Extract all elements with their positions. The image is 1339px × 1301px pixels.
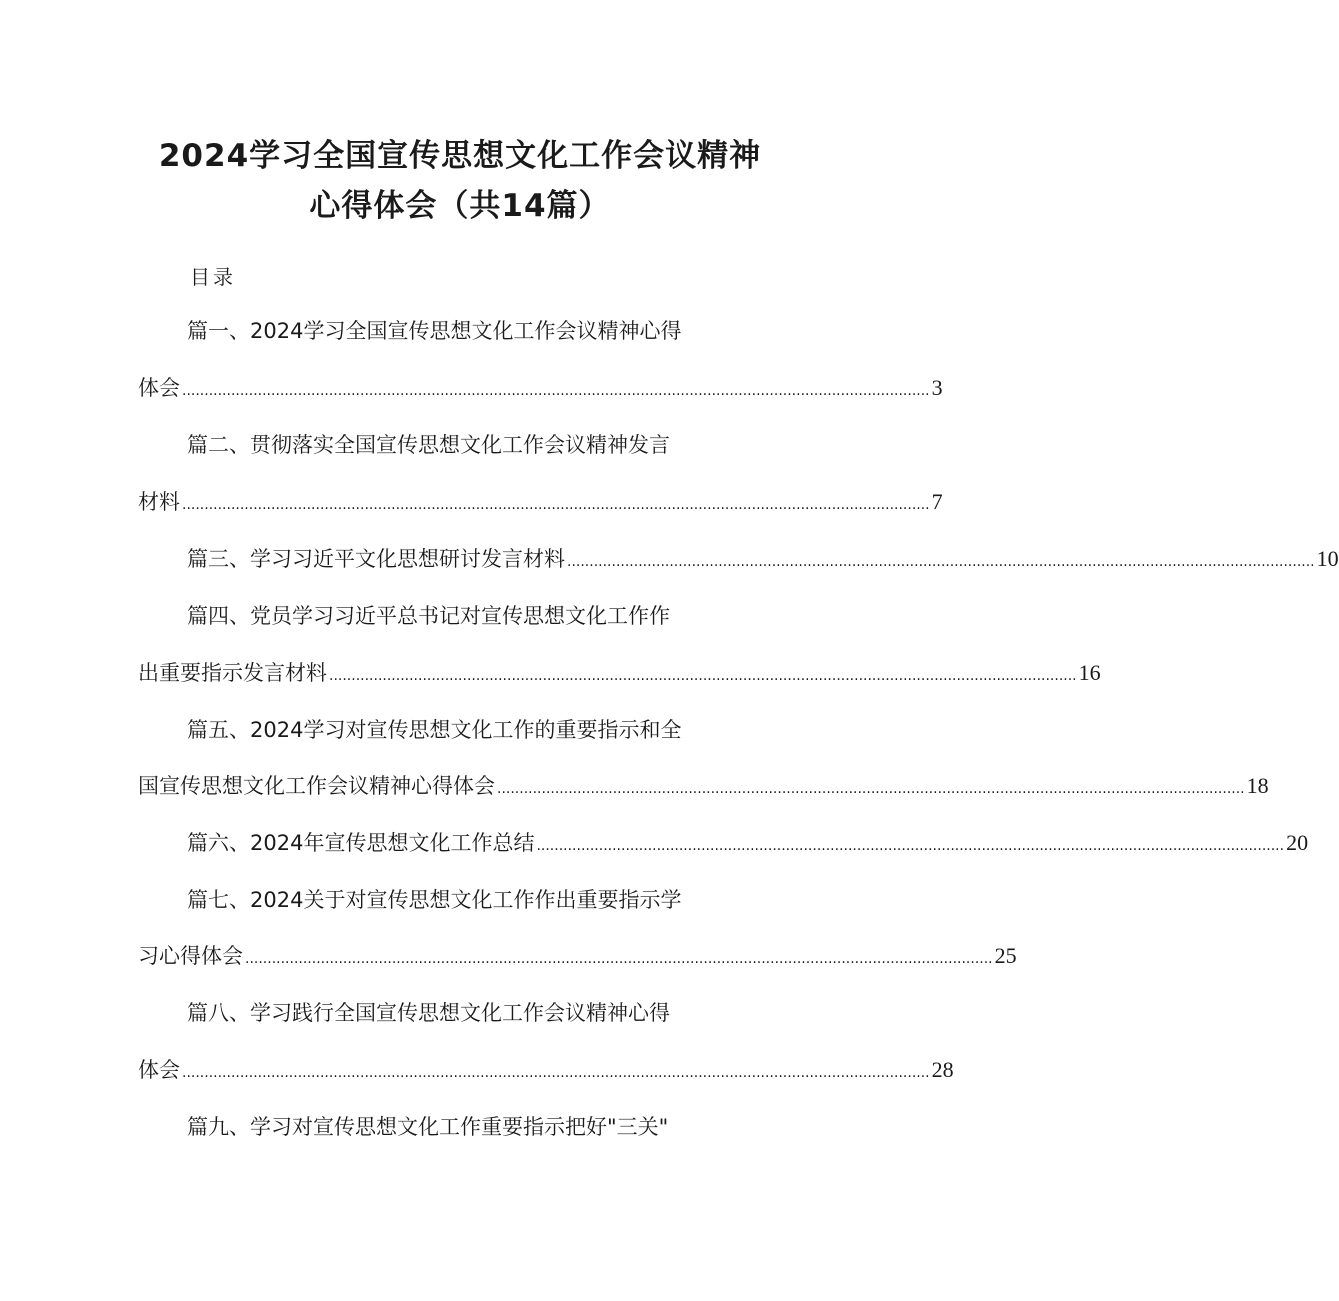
toc-entry-7-lead[interactable]: 篇七、2024关于对宣传思想文化工作作出重要指示学 — [187, 888, 682, 912]
toc-entry-1-tail[interactable] — [138, 373, 943, 406]
toc-entry-1-title-end: 体会 — [138, 376, 180, 400]
toc-entry-9-lead[interactable]: 篇九、学习对宣传思想文化工作重要指示把好"三关" — [187, 1115, 669, 1139]
toc-leader-dots: ........................................................................................................................................................................ — [536, 838, 1285, 854]
toc-entry-4-lead[interactable]: 篇四、党员学习习近平总书记对宣传思想文化工作作 — [187, 604, 670, 628]
toc-entry-5-lead[interactable]: 篇五、2024学习对宣传思想文化工作的重要指示和全 — [187, 718, 682, 742]
toc-leader-dots: ........................................................................................................................................................................ — [245, 951, 993, 967]
toc-entry-1-lead[interactable]: 篇一、2024学习全国宣传思想文化工作会议精神心得 — [187, 319, 682, 343]
toc-entry-7-page: 25 — [994, 943, 1017, 968]
toc-entry-3-title: 篇三、学习习近平文化思想研讨发言材料 — [187, 547, 565, 571]
toc-entry-5-page: 18 — [1246, 773, 1269, 798]
toc-heading: 目录 — [190, 265, 236, 289]
toc-entry-6-title: 篇六、2024年宣传思想文化工作总结 — [187, 831, 535, 855]
toc-entry-2-lead[interactable]: 篇二、贯彻落实全国宣传思想文化工作会议精神发言 — [187, 433, 670, 457]
toc-entry-6-page: 20 — [1286, 830, 1309, 855]
toc-entry-1-page: 3 — [931, 375, 943, 400]
toc-entry-8-lead[interactable]: 篇八、学习践行全国宣传思想文化工作会议精神心得 — [187, 1001, 670, 1025]
toc-entry-3[interactable] — [187, 544, 1339, 577]
toc-leader-dots: ........................................................................................................................................................................ — [497, 781, 1245, 797]
toc-entry-8-page: 28 — [931, 1057, 954, 1082]
toc-entry-5-title-end: 国宣传思想文化工作会议精神心得体会 — [138, 774, 495, 798]
toc-leader-dots: ........................................................................................................................................................................ — [567, 554, 1315, 570]
toc-entry-7-title-end: 习心得体会 — [138, 944, 243, 968]
toc-leader-dots: ........................................................................................................................................................................ — [182, 497, 930, 513]
toc-entry-5-tail[interactable] — [138, 771, 1269, 804]
toc-entry-8-title-end: 体会 — [138, 1058, 180, 1082]
toc-entry-4-tail[interactable] — [138, 658, 1101, 691]
toc-leader-dots: ........................................................................................................................................................................ — [182, 383, 930, 399]
toc-entry-4-title-end: 出重要指示发言材料 — [138, 661, 327, 685]
toc-entry-4-page: 16 — [1078, 660, 1101, 685]
toc-entry-6[interactable] — [187, 828, 1309, 861]
toc-leader-dots: ........................................................................................................................................................................ — [329, 668, 1077, 684]
document-title-line-2: 心得体会（共14篇） — [309, 188, 611, 224]
toc-leader-dots: ........................................................................................................................................................................ — [182, 1065, 930, 1081]
toc-entry-2-page: 7 — [931, 489, 943, 514]
toc-entry-2-title-end: 材料 — [138, 490, 180, 514]
toc-entry-3-page: 10 — [1316, 546, 1339, 571]
toc-entry-7-tail[interactable] — [138, 941, 1017, 974]
document-title-line-1: 2024学习全国宣传思想文化工作会议精神 — [158, 138, 762, 174]
toc-entry-8-tail[interactable] — [138, 1055, 954, 1088]
toc-entry-2-tail[interactable] — [138, 487, 943, 520]
